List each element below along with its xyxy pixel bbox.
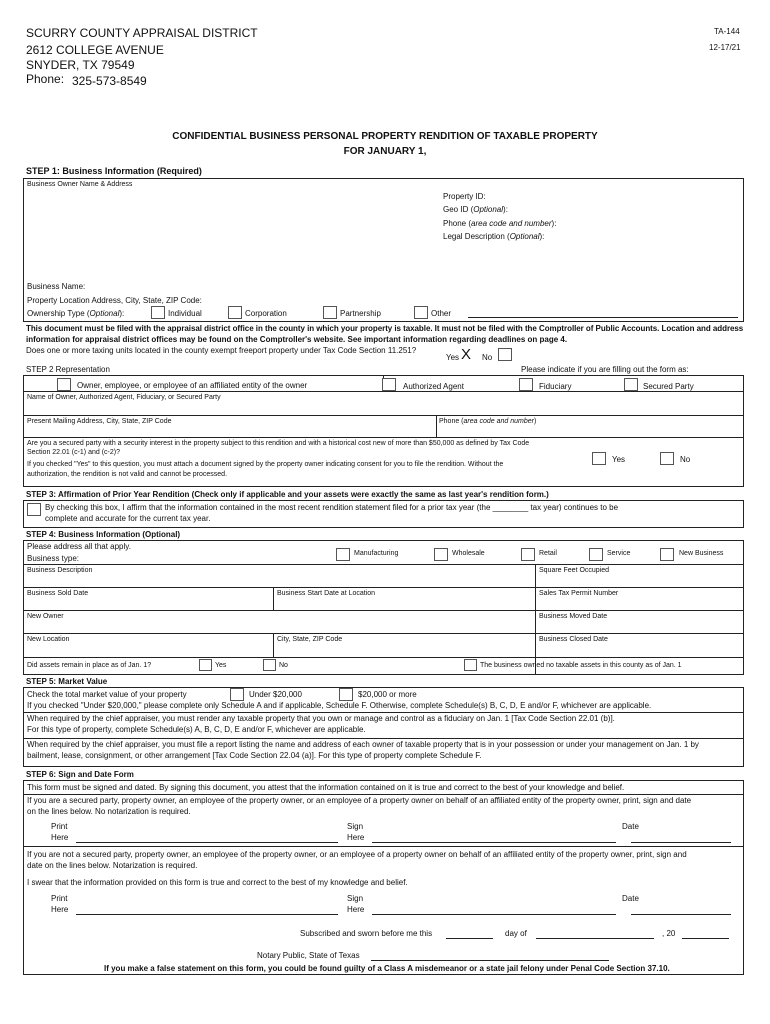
type-manufacturing-label: Manufacturing [354,550,399,557]
rep-name-label: Name of Owner, Authorized Agent, Fiduciary, or Secured Party [27,394,221,401]
assets-yes-label: Yes [215,662,227,669]
step3-heading: STEP 3: Affirmation of Prior Year Rendition (Check only if applicable and your assets were exactly the same as last year's rendition form.) [26,490,549,499]
subscribed-sworn-text: Subscribed and sworn before me this [300,929,433,938]
rep-fiduciary-label: Fiduciary [539,382,572,391]
ownership-individual-checkbox[interactable] [151,306,165,319]
step4-row-line [23,564,744,565]
freeport-yes-mark[interactable]: X [461,346,472,363]
secured-sign-instructions-line1: If you are a secured party, property owner, an employee of the property owner, or an employee of a property owner on behalf of an affiliated entity of the property owner, print, sign and date [27,796,692,805]
fiduciary-instructions-line1: When required by the chief appraiser, you must render any taxable property that you own or manage and control as a fiduciary on Jan. 1 [Tax Code Section 22.01 (b)]. [27,714,615,723]
value-under-20000-label: Under $20,000 [249,690,302,699]
district-address-line1: 2612 COLLEGE AVENUE [26,43,164,57]
rep-phone-label: Phone (area code and number) [439,418,537,425]
step2-heading: STEP 2 Representation [26,365,110,374]
type-new-business-checkbox[interactable] [660,548,674,561]
phone-label: Phone: [26,72,65,86]
date-label: Date [622,822,639,831]
step5-row-line [23,738,744,739]
print-label-2: Print [51,894,68,903]
date-label-2: Date [622,894,639,903]
sworn-year-label: , 20 [662,929,676,938]
address-all-text: Please address all that apply. [27,542,131,551]
property-location-label[interactable]: Property Location Address, City, State, ZIP Code: [27,296,202,305]
secured-yes-checkbox[interactable] [592,452,606,465]
sworn-day-line[interactable] [446,938,493,939]
form-title-date: FOR JANUARY 1, [343,146,427,157]
step4-box [23,540,744,675]
assets-no-label: No [279,662,288,669]
step4-row-line [23,633,744,634]
step6-row-line [23,846,744,847]
mailing-address-label: Present Mailing Address, City, State, ZIP Code [27,418,172,425]
business-closed-date-label: Business Closed Date [539,636,608,643]
step4-row-line [23,610,744,611]
sign-label-2: Sign [347,894,364,903]
secured-no-label: No [680,455,691,464]
step4-row-line [23,587,744,588]
ownership-partnership-label: Partnership [340,309,381,318]
ownership-type-label: Ownership Type (Optional): [27,309,125,318]
type-service-checkbox[interactable] [589,548,603,561]
secured-question-line1: Are you a secured party with a security interest in the property subject to this rendition and with a historical cost new of more than $50,000 as defined by Tax Code [27,440,530,447]
prior-year-affirm-checkbox[interactable] [27,503,41,516]
secured-question-line3: If you checked "Yes" to this question, you must attach a document signed by the property owner indicating consent for you to file the rendition. Without the [27,461,504,468]
step2-row-line [23,437,744,438]
secured-no-checkbox[interactable] [660,452,674,465]
type-wholesale-checkbox[interactable] [434,548,448,561]
date-line-2[interactable] [631,914,731,915]
sign-here-label-2: Here [347,905,365,914]
type-new-business-label: New Business [679,550,724,557]
rep-name-field[interactable] [27,403,737,414]
signature-line-2[interactable] [372,914,616,915]
owner-name-address-label: Business Owner Name & Address [27,181,133,188]
date-line-1[interactable] [631,842,731,843]
sign-label: Sign [347,822,364,831]
step5-row-line [23,712,744,713]
rep-owner-label: Owner, employee, or employee of an affiliated entity of the owner [77,381,308,390]
ownership-other-label: Other [431,309,452,318]
ownership-other-input[interactable] [468,317,738,318]
value-20000-or-more-label: $20,000 or more [358,690,417,699]
freeport-no-label: No [482,353,493,362]
form-code: TA-144 [714,27,740,36]
new-owner-label: New Owner [27,613,64,620]
no-taxable-assets-checkbox[interactable] [464,659,477,671]
business-moved-date-label: Business Moved Date [539,613,608,620]
print-name-line-1[interactable] [76,842,338,843]
freeport-yes-label: Yes [446,353,460,362]
secured-question-line2: Section 22.01 (c-1) and (c-2)? [27,449,120,456]
new-location-label: New Location [27,636,70,643]
form-title: CONFIDENTIAL BUSINESS PERSONAL PROPERTY RENDITION OF TAXABLE PROPERTY [172,131,598,142]
value-20000-or-more-checkbox[interactable] [339,688,353,701]
step2-col-line [436,415,437,437]
owner-name-address-field[interactable] [27,190,432,270]
city-state-zip-label: City, State, ZIP Code [277,636,343,643]
ownership-other-checkbox[interactable] [414,306,428,319]
swear-statement: I swear that the information provided on this form is true and correct to the best of my knowledge and belief. [27,878,408,887]
rep-secured-party-checkbox[interactable] [624,378,638,391]
sworn-month-line[interactable] [536,938,654,939]
false-statement-warning: If you make a false statement on this form, you could be found guilty of a Class A misdemeanor or a state jail felony under Penal Code Section 37.10. [104,964,670,973]
geo-id-label[interactable]: Geo ID (Optional): [443,205,508,214]
rep-fiduciary-checkbox[interactable] [519,378,533,391]
prior-year-affirm-text2: complete and accurate for the current tax year. [45,514,211,523]
step6-row-line [23,794,744,795]
step4-col-line [273,587,274,610]
notary-instructions-line1: If you are not a secured party, property owner, an employee of the property owner, or an employee of a property owner on behalf of an affiliated entity of the property owner, print, sign and [27,850,687,859]
phone-area-code-label[interactable]: Phone (area code and number): [443,219,557,228]
sworn-year-line[interactable] [682,938,729,939]
ownership-partnership-checkbox[interactable] [323,306,337,319]
form-date: 12-17/21 [709,43,741,52]
rep-secured-party-label: Secured Party [643,382,694,391]
business-type-label: Business type: [27,554,80,563]
rep-owner-checkbox[interactable] [57,378,71,391]
schedule-instructions: If you checked "Under $20,000," please complete only Schedule A and if applicable, Schedule F. Otherwise, complete Schedule(s) B, C, D, E and/or F, whichever are applicable. [27,701,652,710]
district-name: SCURRY COUNTY APPRAISAL DISTRICT [26,26,258,40]
business-description-label: Business Description [27,567,93,574]
filing-notice-line1: This document must be filed with the appraisal district office in the county in which your property is taxable. It must not be filed with the Comptroller of Public Accounts. Location and address [26,324,744,333]
filing-notice-line2: information for appraisal district offices may be found on the Comptroller's website. See important information regarding deadlines on page 4. [26,335,568,344]
step4-col-line [273,633,274,657]
secured-question-line4: authorization, the rendition is not valid and cannot be processed. [27,471,228,478]
day-of-label: day of [505,929,527,938]
rep-agent-checkbox[interactable] [382,378,396,391]
notary-public-label: Notary Public, State of Texas [257,951,360,960]
assets-in-place-question: Did assets remain in place as of Jan. 1? [27,662,152,669]
type-service-label: Service [607,550,631,557]
rep-agent-label: Authorized Agent [403,382,464,391]
notary-instructions-line2: date on the lines below. Notarization is required. [27,861,198,870]
step2-row-line [23,415,744,416]
print-label: Print [51,822,68,831]
fiduciary-instructions-line2: For this type of property, complete Schedule(s) A, B, C, D, E and/or F, whichever are applicable. [27,725,366,734]
freeport-question: Does one or more taxing units located in the county exempt freeport property under Tax Code Section 11.251? [26,346,417,355]
square-feet-label: Square Feet Occupied [539,567,610,574]
market-value-question: Check the total market value of your property [27,690,187,699]
type-retail-checkbox[interactable] [521,548,535,561]
print-name-line-2[interactable] [76,914,338,915]
step4-row-line [23,657,744,658]
business-start-date-label: Business Start Date at Location [277,590,376,597]
property-id-label[interactable]: Property ID: [443,192,486,201]
ownership-corporation-label: Corporation [245,309,287,318]
freeport-no-checkbox[interactable] [498,348,512,361]
prior-year-affirm-text1: By checking this box, I affirm that the information contained in the most recent rendition statement filed for a prior tax year (the ________ tax year) continues to be [45,503,619,512]
district-phone: 325-573-8549 [72,74,147,88]
step2-row-line [23,391,744,392]
sales-tax-permit-label: Sales Tax Permit Number [539,590,619,597]
ownership-corporation-checkbox[interactable] [228,306,242,319]
legal-description-label[interactable]: Legal Description (Optional): [443,232,545,241]
print-here-label-2: Here [51,905,69,914]
secured-yes-label: Yes [612,455,626,464]
print-here-label: Here [51,833,69,842]
bailment-instructions-line1: When required by the chief appraiser, you must file a report listing the name and address of each owner of taxable property that is in your possession or under your management on Jan. 1 by [27,740,699,749]
step6-heading: STEP 6: Sign and Date Form [26,770,134,779]
sign-here-label: Here [347,833,365,842]
ownership-individual-label: Individual [168,309,202,318]
assets-yes-checkbox[interactable] [199,659,212,671]
step1-heading: STEP 1: Business Information (Required) [26,166,202,176]
type-manufacturing-checkbox[interactable] [336,548,350,561]
notary-signature-line[interactable] [371,960,609,961]
step4-heading: STEP 4: Business Information (Optional) [26,530,181,539]
business-sold-date-label: Business Sold Date [27,590,89,597]
type-retail-label: Retail [539,550,557,557]
signature-line-1[interactable] [372,842,616,843]
must-sign-text: This form must be signed and dated. By signing this document, you attest that the information contained on it is true and correct to the best of your knowledge and belief. [27,783,625,792]
type-wholesale-label: Wholesale [452,550,485,557]
step2-indicate-text: Please indicate if you are filling out the form as: [521,365,689,374]
no-taxable-assets-label: The business owned no taxable assets in this county as of Jan. 1 [480,662,682,669]
bailment-instructions-line2: bailment, lease, consignment, or other arrangement [Tax Code Section 22.04 (a)]. For this type of property complete Schedule F. [27,751,482,760]
step5-heading: STEP 5: Market Value [26,677,108,686]
secured-sign-instructions-line2: on the lines below. No notarization is required. [27,807,191,816]
value-under-20000-checkbox[interactable] [230,688,244,701]
district-address-line2: SNYDER, TX 79549 [26,58,135,72]
business-name-label[interactable]: Business Name: [27,282,86,291]
assets-no-checkbox[interactable] [263,659,276,671]
